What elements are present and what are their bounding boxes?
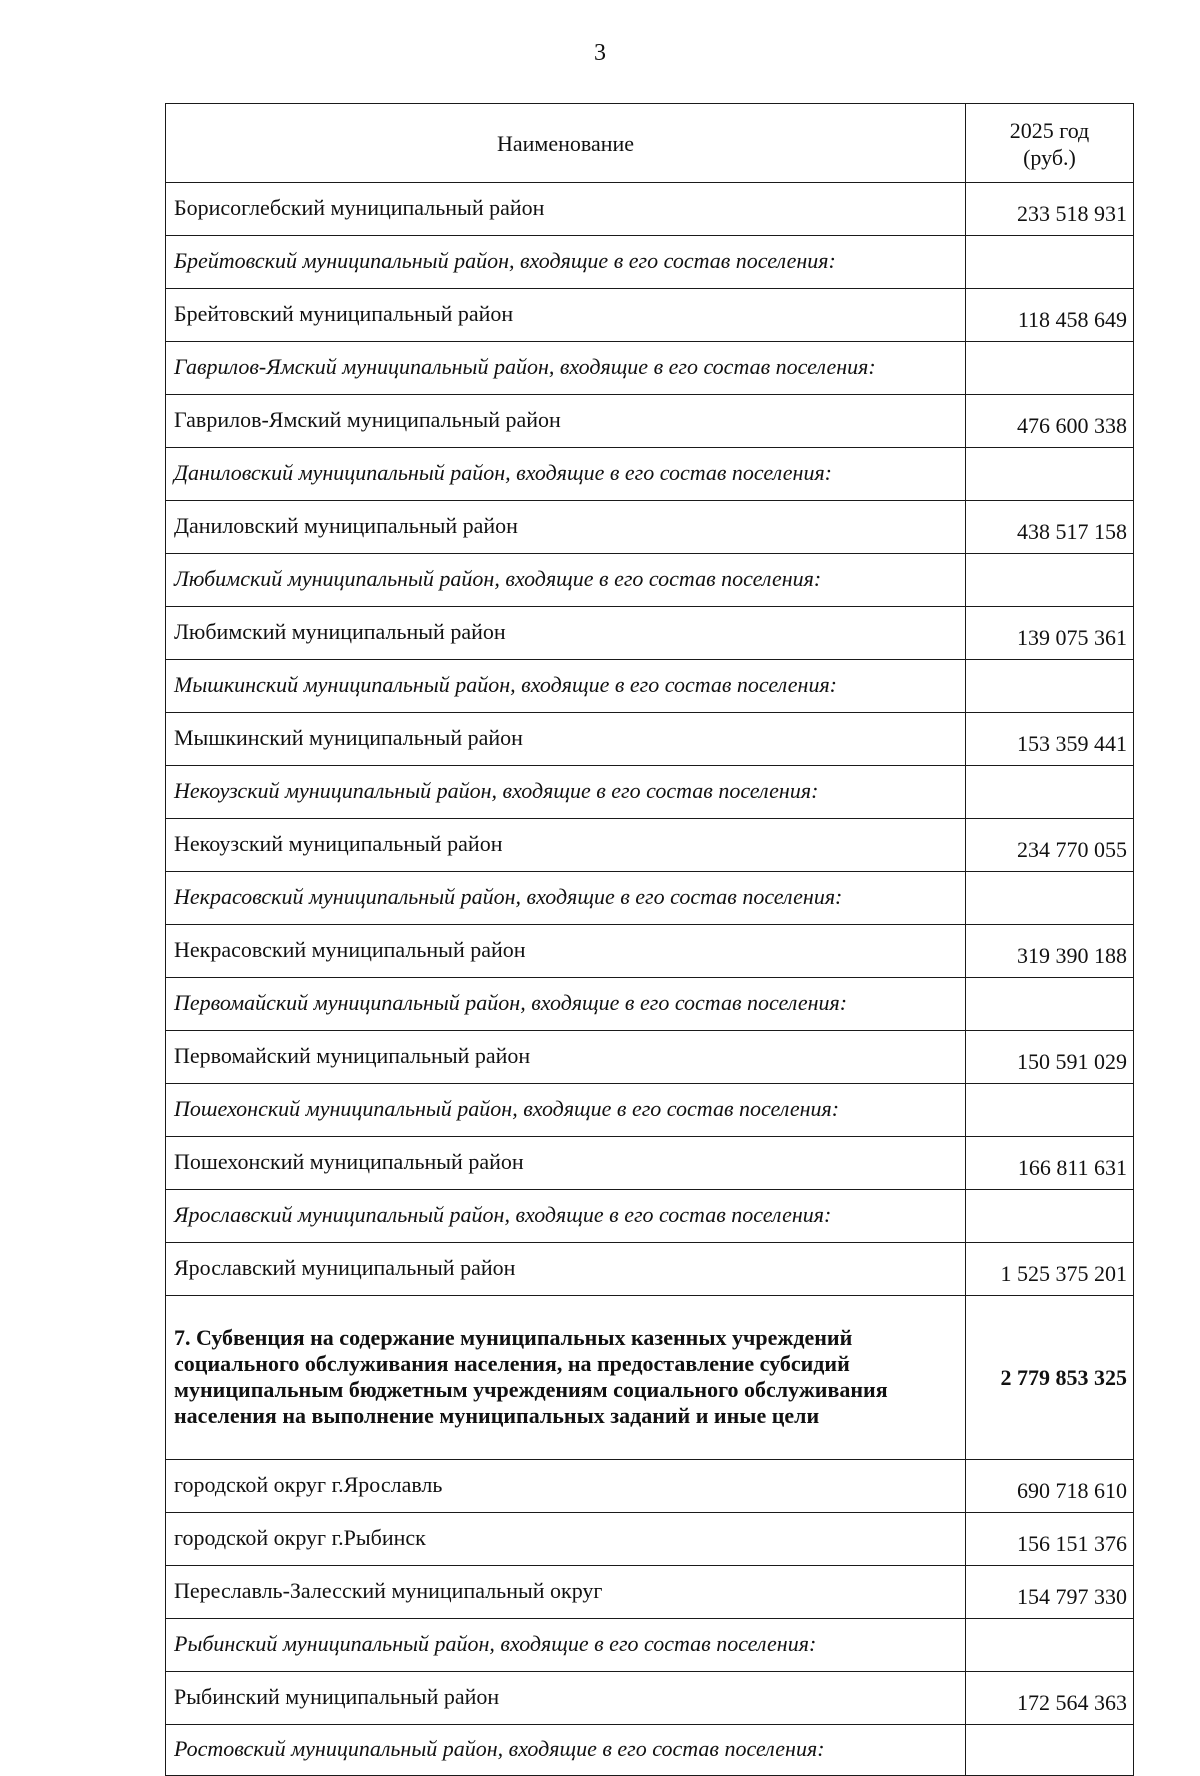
row-name: Ростовский муниципальный район, входящие в его состав поселения: — [166, 1725, 966, 1776]
row-name: 7. Субвенция на содержание муниципальных казенных учреждений социального обслуживания населения, на предоставление субсидий муниципальным бюджетным учреждениям социального обслуживания населения на выполнение муниципальных заданий и иные цели — [166, 1296, 966, 1460]
row-amount — [966, 554, 1134, 607]
row-name: Любимский муниципальный район — [166, 607, 966, 660]
row-name: Некоузский муниципальный район, входящие в его состав поселения: — [166, 766, 966, 819]
row-amount: 156 151 376 — [966, 1513, 1134, 1566]
table-group-row — [166, 1619, 1134, 1672]
row-amount: 139 075 361 — [966, 607, 1134, 660]
row-amount: 438 517 158 — [966, 501, 1134, 554]
row-name: Брейтовский муниципальный район, входящие в его состав поселения: — [166, 236, 966, 289]
table-row — [166, 1031, 1134, 1084]
row-name: Пошехонский муниципальный район, входящие в его состав поселения: — [166, 1084, 966, 1137]
row-name: Некрасовский муниципальный район — [166, 925, 966, 978]
table-group-row — [166, 448, 1134, 501]
row-amount — [966, 872, 1134, 925]
table-row — [166, 289, 1134, 342]
row-amount — [966, 342, 1134, 395]
row-name: Первомайский муниципальный район, входящие в его состав поселения: — [166, 978, 966, 1031]
budget-table — [165, 103, 1134, 1776]
table-group-row — [166, 1725, 1134, 1776]
row-amount: 234 770 055 — [966, 819, 1134, 872]
row-name: Даниловский муниципальный район, входящие в его состав поселения: — [166, 448, 966, 501]
row-amount: 2 779 853 325 — [966, 1296, 1134, 1460]
row-name: Гаврилов-Ямский муниципальный район — [166, 395, 966, 448]
table-row — [166, 1566, 1134, 1619]
table-group-row — [166, 236, 1134, 289]
row-amount: 1 525 375 201 — [966, 1243, 1134, 1296]
table-row — [166, 1672, 1134, 1725]
table-row — [166, 713, 1134, 766]
row-name: Ярославский муниципальный район, входящие в его состав поселения: — [166, 1190, 966, 1243]
row-name: Ярославский муниципальный район — [166, 1243, 966, 1296]
table-group-row — [166, 1190, 1134, 1243]
table-section-row — [166, 1296, 1134, 1460]
table-row — [166, 1137, 1134, 1190]
table-row — [166, 183, 1134, 236]
row-amount: 476 600 338 — [966, 395, 1134, 448]
row-amount — [966, 1619, 1134, 1672]
page-number: 3 — [594, 40, 606, 66]
header-amount — [966, 104, 1134, 183]
row-name: Любимский муниципальный район, входящие в его состав поселения: — [166, 554, 966, 607]
row-name: Переславль-Залесский муниципальный округ — [166, 1566, 966, 1619]
row-name: Пошехонский муниципальный район — [166, 1137, 966, 1190]
table-header-row — [166, 104, 1134, 183]
table-row — [166, 819, 1134, 872]
row-name: Даниловский муниципальный район — [166, 501, 966, 554]
table-group-row — [166, 660, 1134, 713]
row-amount — [966, 978, 1134, 1031]
row-name: городской округ г.Рыбинск — [166, 1513, 966, 1566]
table-row — [166, 1243, 1134, 1296]
row-amount: 233 518 931 — [966, 183, 1134, 236]
row-name: Борисоглебский муниципальный район — [166, 183, 966, 236]
row-name: Гаврилов-Ямский муниципальный район, входящие в его состав поселения: — [166, 342, 966, 395]
row-name: Рыбинский муниципальный район — [166, 1672, 966, 1725]
row-amount — [966, 1190, 1134, 1243]
row-amount — [966, 1725, 1134, 1776]
row-name: Рыбинский муниципальный район, входящие в его состав поселения: — [166, 1619, 966, 1672]
row-amount — [966, 1084, 1134, 1137]
table-group-row — [166, 342, 1134, 395]
table-row — [166, 395, 1134, 448]
row-amount: 172 564 363 — [966, 1672, 1134, 1725]
table-row — [166, 607, 1134, 660]
table-group-row — [166, 872, 1134, 925]
row-amount: 118 458 649 — [966, 289, 1134, 342]
row-amount: 154 797 330 — [966, 1566, 1134, 1619]
row-name: городской округ г.Ярославль — [166, 1460, 966, 1513]
header-amount-year: 2025 год — [1009, 118, 1090, 143]
row-name: Брейтовский муниципальный район — [166, 289, 966, 342]
table-row — [166, 1513, 1134, 1566]
row-amount: 319 390 188 — [966, 925, 1134, 978]
table-row — [166, 925, 1134, 978]
budget-table-body — [166, 104, 1134, 1776]
row-name: Некрасовский муниципальный район, входящие в его состав поселения: — [166, 872, 966, 925]
row-amount: 150 591 029 — [966, 1031, 1134, 1084]
row-amount: 166 811 631 — [966, 1137, 1134, 1190]
table-row — [166, 1460, 1134, 1513]
row-amount — [966, 766, 1134, 819]
header-name: Наименование — [166, 104, 966, 183]
row-name: Некоузский муниципальный район — [166, 819, 966, 872]
table-group-row — [166, 554, 1134, 607]
row-name: Мышкинский муниципальный район, входящие в его состав поселения: — [166, 660, 966, 713]
row-name: Первомайский муниципальный район — [166, 1031, 966, 1084]
row-amount: 690 718 610 — [966, 1460, 1134, 1513]
row-amount — [966, 660, 1134, 713]
header-amount-unit: (руб.) — [1023, 145, 1076, 170]
row-amount — [966, 448, 1134, 501]
table-group-row — [166, 978, 1134, 1031]
table-row — [166, 501, 1134, 554]
row-name: Мышкинский муниципальный район — [166, 713, 966, 766]
row-amount: 153 359 441 — [966, 713, 1134, 766]
table-group-row — [166, 766, 1134, 819]
row-amount — [966, 236, 1134, 289]
table-group-row — [166, 1084, 1134, 1137]
